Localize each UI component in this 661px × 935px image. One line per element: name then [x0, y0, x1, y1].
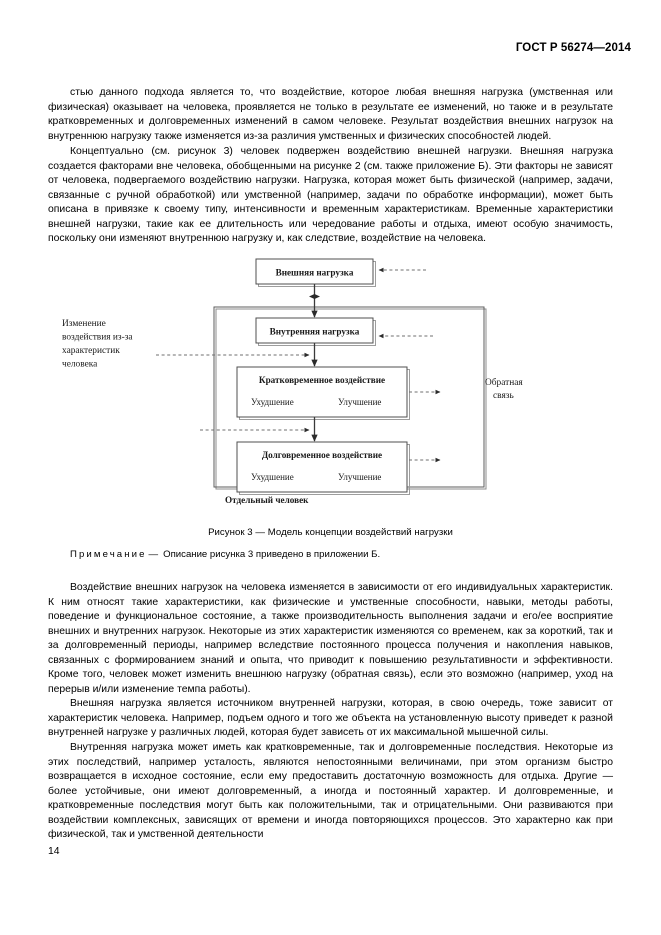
page-number: 14 — [48, 846, 60, 857]
label-feedback-line-1: Обратная — [485, 378, 523, 389]
label-change-effect-line-4: человека — [62, 359, 98, 370]
box-long-term-label: Долговременное воздействие — [261, 450, 383, 461]
box-external-load-label: Внешняя нагрузка — [275, 267, 354, 278]
box-internal-load-label: Внутренняя нагрузка — [269, 326, 360, 337]
figure-3-diagram — [48, 255, 613, 517]
figure-3-note — [70, 549, 613, 560]
arrow-tick-right — [315, 294, 321, 299]
body-column — [48, 86, 613, 843]
paragraph-5: Внутренняя нагрузка может иметь как кратковременные, так и долговременные последствия. Некоторые из этих последствий, например усталость, являются непостоянными величинами, при этом организм быстро возвращается в исходное состояние, если ему предоставить достаточную возможность для отдыха. Другие — более устойчивые, они имеют долговременный, а иногда и постоянный характер. И долговременные, и кратковременные последствия могут быть как положительными, так и отрицательными. Они развиваются при воздействии комплексных, зависящих от времени и иногда повторяющихся процессов. Это характерно как при физической, так и умственной деятельности — [48, 742, 613, 841]
figure-3 — [48, 255, 613, 561]
label-change-effect-line-2: воздействия из-за — [62, 332, 133, 343]
paragraph-4: Внешняя нагрузка является источником внутренней нагрузки, которая, в свою очередь, тоже зависит от характеристик человека. Например, подъем одного и того же объекта на установленную высоту приведет к разной внутренней нагрузке у различных людей, которая будет зависеть от их максимальной мышечной силы. — [48, 698, 613, 739]
box-long-term-worsening-label: Ухудшение — [251, 472, 294, 483]
box-short-term-label: Кратковременное воздействие — [258, 375, 386, 386]
figure-3-note-label: Примечание — [70, 549, 147, 561]
figure-3-note-dash: — — [148, 549, 159, 561]
figure-3-caption: Рисунок 3 — Модель концепции воздействий нагрузки — [208, 527, 453, 539]
box-long-term-improvement-label: Улучшение — [338, 472, 382, 483]
box-short-term-worsening-label: Ухудшение — [251, 397, 294, 408]
paragraph-2: Концептуально (см. рисунок 3) человек подвержен воздействию внешней нагрузки. Внешняя нагрузка создается факторами вне человека, обобщенными на рисунке 2 (см. также приложение Б). Эти факторы не зависят от человека, подвергаемого воздействию нагрузки. Нагрузка, которая может быть физической (например, задачи, связанные с ручной обработкой) или умственной (например, задачи по обработке информации), может быть описана в привязке к своему типу, интенсивности и временным характеристикам. Временные характеристики внешней нагрузки, такие как ее длительность или чередование работы и отдыха, имеют особую значимость, поскольку они изменяют внутреннюю нагрузку и, как следствие, воздействие на человека. — [48, 146, 613, 245]
document-header-standard-id: ГОСТ Р 56274—2014 — [515, 42, 631, 54]
box-short-term-improvement-label: Улучшение — [338, 397, 382, 408]
label-individual-person: Отдельный человек — [225, 495, 309, 506]
arrow-tick-left — [309, 294, 315, 299]
figure-3-note-text: Описание рисунка 3 приведено в приложении Б. — [163, 549, 381, 561]
paragraph-3: Воздействие внешних нагрузок на человека изменяется в зависимости от его индивидуальных характеристик. К ним относят такие характеристики, как физические и умственные способности, навыки, методы работы, поведение и функциональное состояние, а также производительность выполнения задачи и его/ее восприятие внешних и внутренних нагрузок. Некоторые из этих характеристик изменяются со временем, как за короткий, так и за долговременный периоды, например вследствие постоянного процесса получения и накопления навыков, связанных с формированием знаний и опыта, что приводит к повышению результативности и эффективности. Кроме того, человек может изменить внешнюю нагрузку (обратная связь), если это возможно (например, уход на перерыв и/или изменение темпа работы). — [48, 582, 613, 695]
label-change-effect-line-1: Изменение — [62, 319, 106, 330]
label-change-effect-line-3: характеристик — [62, 346, 120, 357]
paragraph-1: стью данного подхода является то, что воздействие, которое любая внешняя нагрузка (умственная или физическая) оказывает на человека, проявляется не только в результате ее изменений, но также и в результате кратковременных и долговременных изменений в самом человеке. Результат воздействия внешних нагрузок на внутреннюю нагрузку также изменяется из-за различия умственных и физических способностей людей. — [48, 87, 613, 142]
label-feedback-line-2: связь — [493, 391, 514, 402]
